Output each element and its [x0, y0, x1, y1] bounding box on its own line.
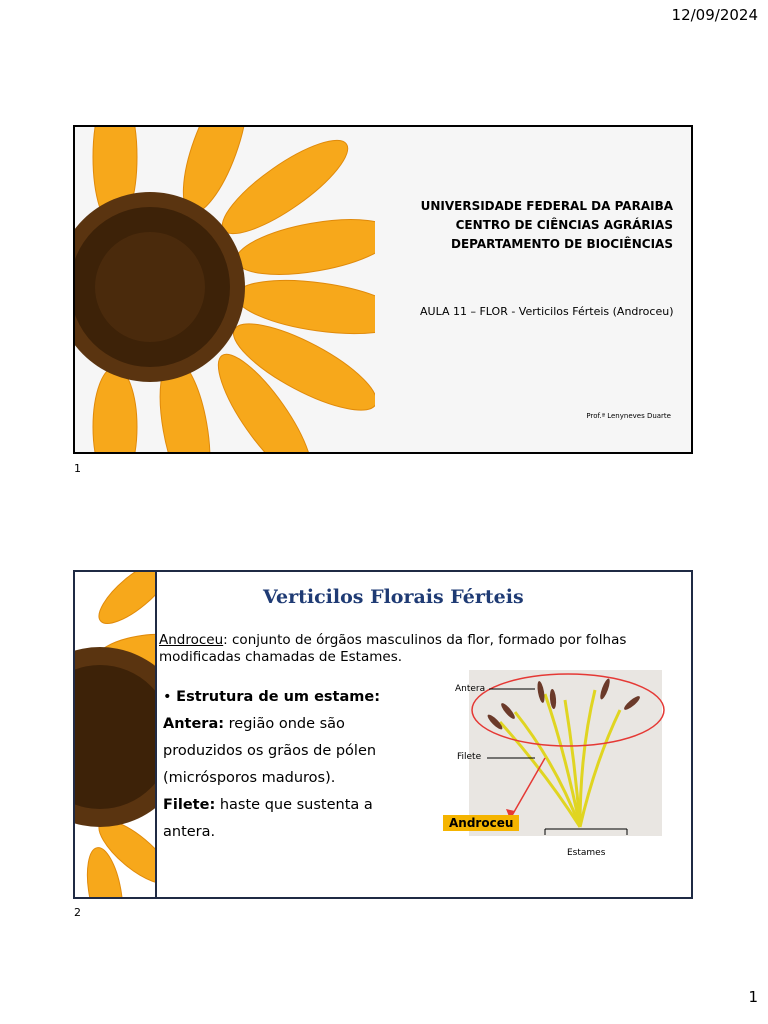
print-date: 12/09/2024 — [671, 6, 758, 24]
lecture-title: AULA 11 – FLOR - Verticilos Férteis (Androceu) — [420, 305, 674, 318]
bullet-title: Estrutura de um estame: — [176, 689, 381, 705]
bullet-heading: • Estrutura de um estame: — [163, 689, 381, 705]
term-estames: Estames. — [340, 649, 403, 665]
institution-line: UNIVERSIDADE FEDERAL DA PARAIBA — [420, 199, 673, 213]
label-androceu: Androceu — [443, 815, 519, 831]
antera-term: Antera: — [163, 716, 225, 732]
definition-text: : conjunto de órgãos masculinos da flor, formado por folhas modificadas chamadas de — [159, 632, 627, 665]
institution-block — [421, 197, 673, 254]
antera-text: região onde são produzidos os grãos de pólen (micrósporos maduros). — [163, 716, 377, 786]
filete-text: haste que sustenta a antera. — [163, 797, 373, 840]
slide-number: 1 — [74, 462, 81, 475]
institution-line: DEPARTAMENTO DE BIOCIÊNCIAS — [451, 237, 673, 251]
institution-line: CENTRO DE CIÊNCIAS AGRÁRIAS — [455, 218, 673, 232]
term-androceu: Androceu — [159, 632, 224, 648]
slide-2 — [73, 570, 693, 899]
label-antera: Antera — [455, 684, 486, 694]
sunflower-image — [75, 127, 375, 454]
slide-1 — [73, 125, 693, 454]
page-number: 1 — [748, 988, 758, 1006]
label-filete: Filete — [457, 752, 482, 762]
filete-term: Filete: — [163, 797, 216, 813]
author-name: Prof.ª Lenyneves Duarte — [586, 412, 671, 420]
slide-title: Verticilos Florais Férteis — [263, 586, 524, 608]
label-estames: Estames — [567, 848, 606, 858]
slide-number: 2 — [74, 906, 81, 919]
